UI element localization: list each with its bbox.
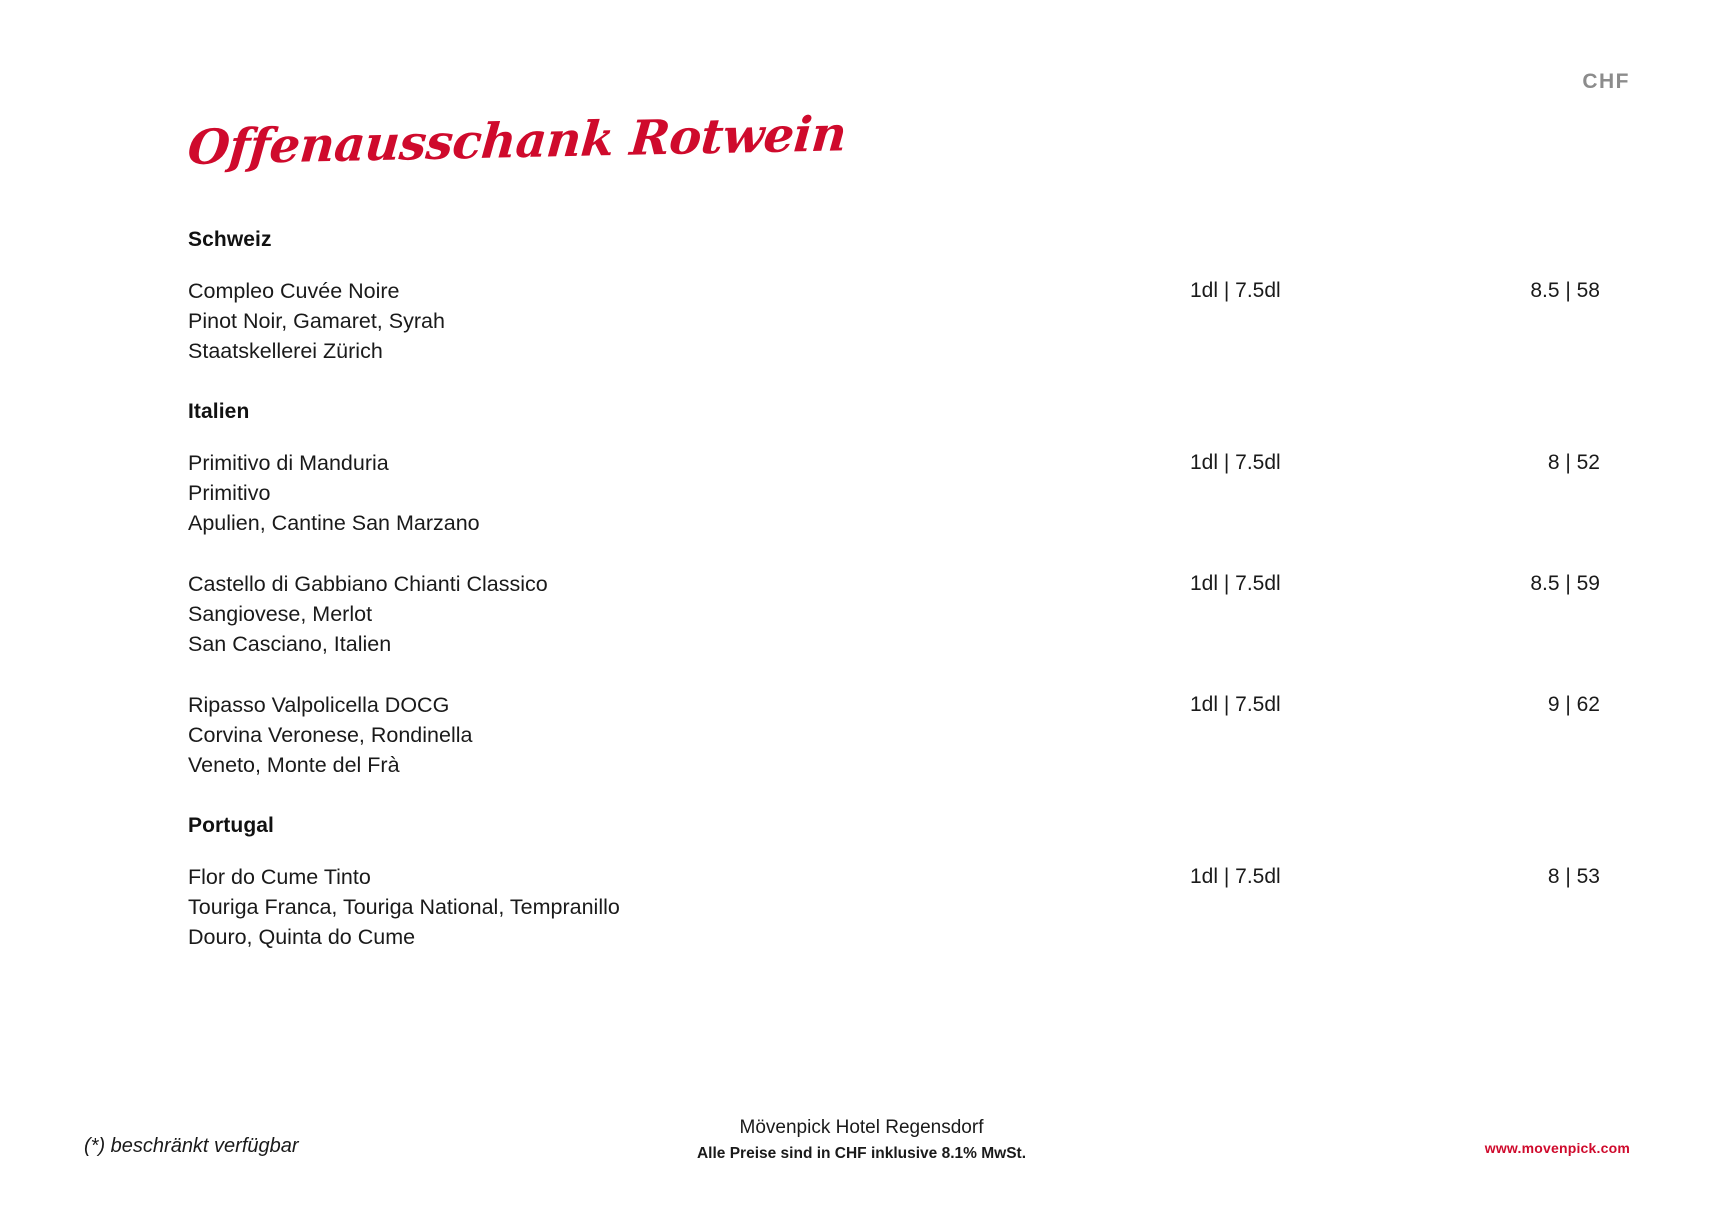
wine-size: 1dl | 7.5dl <box>1190 572 1281 595</box>
wine-origin: Douro, Quinta do Cume <box>188 925 416 949</box>
country-heading-italien: Italien <box>188 400 250 423</box>
footer-center-block <box>0 1117 1723 1163</box>
wine-entry <box>188 276 1600 366</box>
country-heading-portugal: Portugal <box>188 814 274 837</box>
wine-name: Castello di Gabbiano Chianti Classico <box>188 572 548 596</box>
footer-availability-note: (*) beschränkt verfügbar <box>84 1135 299 1157</box>
wine-origin: Veneto, Monte del Frà <box>188 753 400 777</box>
wine-name: Primitivo di Manduria <box>188 451 389 475</box>
wine-grape: Primitivo <box>188 481 271 505</box>
wine-list <box>188 228 1600 983</box>
wine-price: 9 | 62 <box>1547 693 1600 716</box>
wine-grape: Pinot Noir, Gamaret, Syrah <box>188 309 445 333</box>
wine-entry <box>188 690 1600 780</box>
wine-grape: Corvina Veronese, Rondinella <box>188 723 473 747</box>
wine-size: 1dl | 7.5dl <box>1190 693 1281 716</box>
wine-price: 8 | 53 <box>1547 865 1600 888</box>
wine-price: 8 | 52 <box>1547 451 1600 474</box>
country-heading-schweiz: Schweiz <box>188 228 272 251</box>
footer-website-link[interactable]: www.movenpick.com <box>1484 1140 1630 1156</box>
wine-price: 8.5 | 58 <box>1530 279 1600 302</box>
wine-grape: Touriga Franca, Touriga National, Tempranillo <box>188 895 620 919</box>
wine-origin: San Casciano, Italien <box>188 632 392 656</box>
wine-entry <box>188 448 1600 538</box>
wine-name: Ripasso Valpolicella DOCG <box>188 693 450 717</box>
wine-size: 1dl | 7.5dl <box>1190 451 1281 474</box>
wine-price: 8.5 | 59 <box>1530 572 1600 595</box>
wine-name: Flor do Cume Tinto <box>188 865 371 889</box>
wine-size: 1dl | 7.5dl <box>1190 865 1281 888</box>
wine-entry <box>188 569 1600 659</box>
wine-origin: Staatskellerei Zürich <box>188 339 383 363</box>
wine-name: Compleo Cuvée Noire <box>188 279 400 303</box>
page-title: Offenausschank Rotwein <box>185 106 849 176</box>
footer-vat-note: Alle Preise sind in CHF inklusive 8.1% MwSt. <box>696 1145 1027 1162</box>
wine-size: 1dl | 7.5dl <box>1190 279 1281 302</box>
footer-hotel-name: Mövenpick Hotel Regensdorf <box>739 1117 984 1138</box>
wine-grape: Sangiovese, Merlot <box>188 602 373 626</box>
wine-origin: Apulien, Cantine San Marzano <box>188 511 480 535</box>
wine-entry <box>188 862 1600 952</box>
currency-label: CHF <box>1582 70 1630 93</box>
